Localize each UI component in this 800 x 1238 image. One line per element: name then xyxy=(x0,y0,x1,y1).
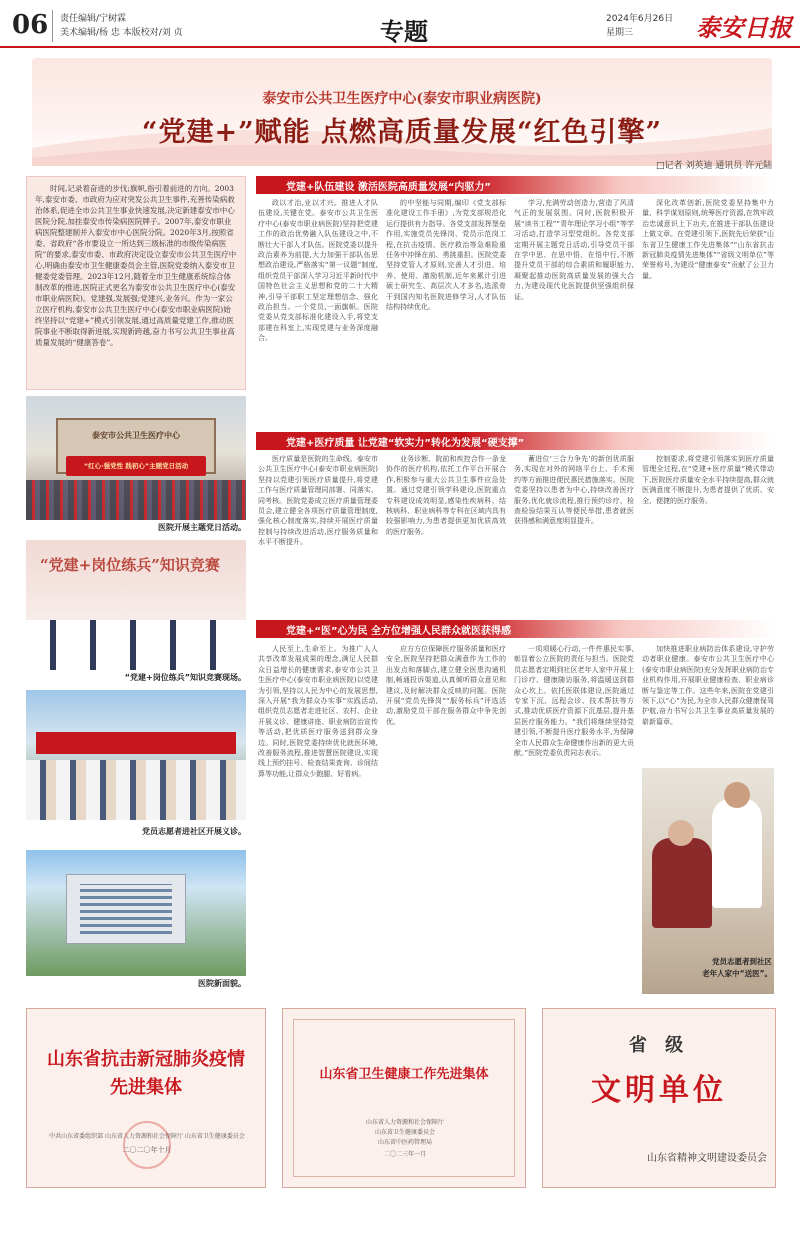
award-1-issuer: 中共山东省委组织部 山东省人力资源和社会保障厅 山东省卫生健康委员会 xyxy=(49,1133,245,1140)
section-3-text-3: 一项项暖心行动,一件件惠民实事,彰显着公立医院的责任与担当。医院党员志愿者定期到社区老年人家中开展上门诊疗、健康随访服务,将温暖送到群众心坎上。依托医联体建设,医院通过专家下沉、远程会诊、技术帮扶等方式,推动优质医疗资源下沉基层,提升基层医疗服务能力。“我们将继续坚持党建引领,不断提升医疗服务水平,为保障全市人民群众生命健康作出新的更大贡献。”医院党委负责同志表示。 xyxy=(514,645,634,758)
hospital-windows xyxy=(80,884,172,934)
award-3-title-top: 省 级 xyxy=(628,1035,690,1056)
section-1-text-4: 深化改革创新,医院党委坚持集中力量、科学谋划原则,统筹医疗资源,在筑牢政治忠诚意识上下功夫,在推进干部队伍建设上做文章。在党建引领下,医院先后荣获“山东省卫生健康工作先进集体”“山东省抗击新冠肺炎疫情先进集体”“省级文明单位”等荣誉称号,为建设“健康泰安”贡献了公卫力量。 xyxy=(642,199,774,280)
section-1-text-3: 学习,充满劳动创造力,营造了风清气正的发展氛围。同时,医院积极开展“读书工程”“青年理论学习小组”等学习活动,打造学习型党组织。各党支部定期开展主题党日活动,引导党员干部在学中思、在思中悟、在悟中行,不断提升党员干部的综合素质和履职能力,凝聚起推动医院高质量发展的强大合力,为建设现代化医院提供坚强组织保证。 xyxy=(514,199,634,301)
photo-caption-3: 党员志愿者进社区开展义诊。 xyxy=(142,827,246,836)
crowd xyxy=(26,480,246,520)
section-2-text-4: 控制要求,将党建引领落实到医疗质量管理全过程,在“党建+医疗质量”模式带动下,医院医疗质量安全水平持续提高,群众就医满意度不断提升,为患者提供了优质、安全、便捷的医疗服务。 xyxy=(642,455,774,505)
section-1-column-4 xyxy=(642,198,774,416)
section-1-text-2: 的中坚能与同期,编印《党支部标准化建设工作手册》,为党支部规范化运行提供有力指导。各党支部发挥堡垒作用,实施党员先锋岗、党员示范岗工程,在抗击疫情、医疗救治等急难险重任务中冲锋在前、勇挑重担。医院党委坚持党管人才原则,完善人才引进、培养、使用、激励机制,近年来累计引进硕士研究生、高层次人才多名,选派骨干到国内知名医院进修学习,人才队伍结构持续优化。 xyxy=(386,199,506,312)
award-1-date: 二〇二〇年十月 xyxy=(122,1146,172,1154)
byline: □记者 刘英迪 通讯员 许元陆 xyxy=(656,161,773,171)
section-1-column-2 xyxy=(386,198,506,416)
intro-box xyxy=(26,176,246,390)
photo-party-day xyxy=(26,396,246,520)
building-sign: 泰安市公共卫生医疗中心 xyxy=(92,430,180,440)
section-1-column-1 xyxy=(258,198,378,416)
award-1-title-line2: 先进集体 xyxy=(110,1077,182,1098)
award-3-title-main: 文明单位 xyxy=(591,1073,727,1108)
event-banner-text: “红心·强党性 践初心”主题党日活动 xyxy=(83,462,189,470)
headline-title: “党建+”赋能 点燃高质量发展“红色引擎” xyxy=(141,117,663,148)
section-3-text-1: 人民至上,生命至上。为推广人人共享改革发展成果的理念,满足人民群众日益增长的健康需求,泰安市公共卫生医疗中心(泰安市职业病医院)以党建为引领,坚持以人民为中心的发展思想,深入开展“我为群众办实事”实践活动,组织党员志愿者走进社区、农村、企业开展义诊、健康讲座、职业病防治宣传等活动,把优质医疗服务送到群众身边。同时,医院党委持续优化就医环境,改善服务流程,推进智慧医院建设,实现线上预约挂号、检查结果查询、诊间结算等功能,让群众少跑腿、好看病。 xyxy=(258,645,378,778)
photo-hospital-aerial xyxy=(26,850,246,976)
elder-head xyxy=(668,820,694,846)
photo-home-visit xyxy=(642,768,774,994)
award-2-issuer-1: 山东省人力资源和社会保障厅 xyxy=(365,1119,444,1126)
section-2-column-2 xyxy=(386,454,506,604)
section-2-column-1 xyxy=(258,454,378,604)
section-heading-3-text: 党建+“医”心为民 全方位增强人民群众就医获得感 xyxy=(286,626,512,637)
section-heading-3 xyxy=(256,620,776,638)
contestants-table xyxy=(26,620,246,670)
section-2-text-2: 业务诊断、院前和疾控合作一条龙协作的医疗机构,依托工作平台开展合作,积极参与重大公共卫生事件应急处置。通过党建引领学科建设,医院重点专科建设成效明显,感染性疾病科、结核病科、职业病科等专科在区域内具有较强影响力,为患者提供更加优质高效的医疗服务。 xyxy=(386,455,506,536)
photo-caption-1: 医院开展主题党日活动。 xyxy=(158,523,246,532)
photo-knowledge-contest xyxy=(26,540,246,670)
photo-volunteers-clinic xyxy=(26,690,246,820)
section-1-column-3 xyxy=(514,198,634,416)
award-2-date: 二〇二三年一月 xyxy=(383,1151,426,1158)
intro-text: 时间,记录着奋进的步伐;旗帜,指引着前进的方向。2003年,泰安市委、市政府为应对突发公共卫生事件,充善传染病救治体系,促进全市公共卫生事业快速发展,决定新建泰安市中心医院分院,加挂泰安市传染病医院牌子。2007年,泰安市职业病医院整建制并入泰安市中心医院分院。2020年3月,按照省委、省政府“各市要设立一所达到三级标准的市级传染病医院”的要求,泰安市委、市政府决定设立泰安市公共卫生医疗中心,明确由泰安市卫生健康委员会主管,医院党委纳入泰安市卫健委党委管理。2023年12月,随着全市卫生健康系统综合体制改革的推进,医院正式更名为泰安市公共卫生医疗中心(泰安市职业病医院)。党建强,发展强;党建兴,业务兴。作为一家公立医疗机构,泰安市公共卫生医疗中心(泰安市职业病医院)始终坚持以“党建+”模式引领发展,通过高质量党建工作,推动医院事业不断取得新进展,实现新跨越,奋力书写公共卫生事业高质量发展的“健康答卷”。 xyxy=(35,184,237,347)
headline-banner xyxy=(32,58,772,166)
header-separator xyxy=(52,10,53,42)
award-covid-collective xyxy=(26,1008,266,1188)
section-3-column-4 xyxy=(642,644,774,762)
elder-figure xyxy=(652,838,712,928)
section-heading-2-text: 党建+医疗质量 让党建“软实力”转化为发展“硬支撑” xyxy=(286,438,525,449)
section-3-text-2: 应方方位保障医疗服务质量和医疗安全,医院坚持把群众满意作为工作的出发点和落脚点,建立健全医患沟通机制,畅通投诉渠道,认真倾听群众意见和建议,及时解决群众反映的问题。医院开展“党员先锋岗”“服务标兵”评选活动,激励党员干部在服务群众中争先创优。 xyxy=(386,645,506,726)
section-title: 专题 xyxy=(380,17,428,46)
section-1-text-1: 政以才治,业以才兴。推进人才队伍建设,关键在党。泰安市公共卫生医疗中心(泰安市职业病医院)坚持把党建工作的政治优势融入队伍建设之中,不断壮大干部人才队伍。医院党委以提升政治素养为前提,大力加强干部队伍思想政治建设,严格落实“第一议题”制度,组织党员干部深入学习习近平新时代中国特色社会主义思想和党的二十大精神,引导干部职工坚定理想信念、强化政治担当。一个党员,一面旗帜。医院党委从党支部标准化建设入手,将党支部建在科室上,实现党建与业务深度融合。 xyxy=(258,199,378,343)
section-heading-1 xyxy=(256,176,776,194)
photo-caption-2: “党建+岗位练兵”知识竞赛现场。 xyxy=(124,673,246,682)
editor-line: 责任编辑/宁树霖 xyxy=(60,14,127,24)
award-2-issuer-2: 山东省卫生健康委员会 xyxy=(374,1129,435,1136)
volunteer-banner xyxy=(36,732,236,754)
section-heading-2 xyxy=(256,432,776,450)
volunteer-group xyxy=(26,760,246,820)
award-civilized-unit xyxy=(542,1008,776,1188)
section-3-text-4: 加快推进职业病防治体系建设,守护劳动者职业健康。泰安市公共卫生医疗中心(泰安市职业病医院)充分发挥职业病防治专业机构作用,开展职业健康检查、职业病诊断与鉴定等工作。这些年来,医院在党建引领下,以“心”为民,为全市人民群众健康保驾护航,奋力书写公共卫生事业高质量发展的崭新篇章。 xyxy=(642,645,774,726)
section-heading-1-text: 党建+队伍建设 激活医院高质量发展“内驱力” xyxy=(286,182,492,193)
award-3-issuer: 山东省精神文明建设委员会 xyxy=(647,1153,767,1164)
section-3-column-2 xyxy=(386,644,506,994)
section-2-text-1: 医疗质量是医院的生命线。泰安市公共卫生医疗中心(泰安市职业病医院)坚持以党建引领医疗质量提升,将党建工作与医疗质量管理同部署、同落实、同考核。医院党委成立医疗质量管理委员会,建立健全各项医疗质量管理制度,强化核心制度落实,持续开展医疗质量控制与持续改进活动,医疗服务质量和水平不断提升。 xyxy=(258,455,378,547)
photo-caption-5a: 党员志愿者到社区 xyxy=(712,957,772,966)
designer-line: 美术编辑/杨 忠 本版校对/刘 贞 xyxy=(60,28,183,38)
section-3-column-1 xyxy=(258,644,378,994)
header-rule xyxy=(0,46,800,48)
award-health-work-collective xyxy=(282,1008,526,1188)
award-1-title-line1: 山东省抗击新冠肺炎疫情 xyxy=(47,1049,245,1070)
award-1-seal xyxy=(123,1121,171,1169)
section-2-column-4 xyxy=(642,454,774,604)
photo-caption-4: 医院新面貌。 xyxy=(198,979,246,988)
doctor-figure xyxy=(712,798,762,908)
issue-weekday: 星期三 xyxy=(606,28,634,38)
masthead-logo: 泰安日报 xyxy=(696,13,792,42)
photo-caption-5b: 老年人家中“送医”。 xyxy=(702,969,772,978)
contest-banner-text: “党建+岗位练兵”知识竞赛 xyxy=(40,556,220,574)
award-2-title: 山东省卫生健康工作先进集体 xyxy=(319,1067,489,1082)
section-2-text-3: 蓄进位‘三合力争先’的新创优质服务,实现在对外的网络平台上、手术预约等方面推进便民惠民措施落实。医院党委坚持以患者为中心,持续改善医疗服务,优化就诊流程,推行预约诊疗、检查检验结果互认等便民举措,患者就医获得感和满意度明显提升。 xyxy=(514,455,634,526)
headline-subtitle: 泰安市公共卫生医疗中心(泰安市职业病医院) xyxy=(262,91,542,107)
award-2-issuer-3: 山东省中医药管理局 xyxy=(377,1139,432,1146)
section-2-column-3 xyxy=(514,454,634,604)
section-3-column-3 xyxy=(514,644,634,994)
issue-date: 2024年6月26日 xyxy=(606,14,674,24)
doctor-head xyxy=(724,782,750,808)
page-number: 06 xyxy=(12,10,49,40)
